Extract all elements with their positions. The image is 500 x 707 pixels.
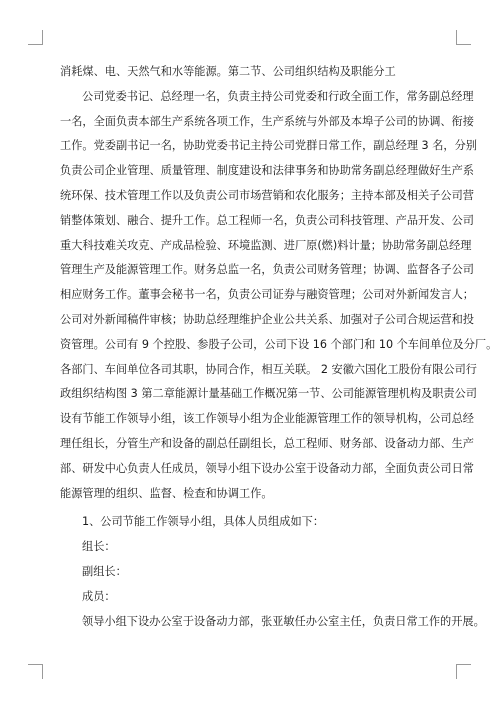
paragraph-line: 消耗煤、电、天然气和水等能源。第二节、公司组织结构及职能分工 (60, 65, 396, 78)
paragraph-line: 一名，全面负责本部生产系统各项工作，生产系统与外部及本埠子公司的协调、衔接 (60, 114, 474, 128)
paragraph-line: 销整体策划、融合、提升工作。总工程师一名，负责公司科技管理、产品开发、公司 (60, 213, 474, 227)
crop-mark-bottom-right (456, 664, 471, 679)
paragraph-line: 政组织结构图 3 第二章能源计量基础工作概况第一节、公司能源管理机构及职责公司 (60, 387, 477, 401)
paragraph-line: 各部门、车间单位各司其职，协同合作，相互关联。 2 安徽六国化工股份有限公司行 (60, 362, 477, 376)
paragraph-line: 重大科技难关攻克、产成品检验、环境监测、进厂原(燃)料计量；协助常务副总经理 (60, 238, 472, 252)
members-label: 成员： (82, 589, 116, 603)
paragraph-line: 统环保、技术管理工作以及负责公司市场营销和农化服务；主持本部及相关子公司营 (60, 188, 474, 202)
crop-mark-bottom-left (28, 664, 43, 679)
paragraph-line: 管理生产及能源管理工作。财务总监一名，负责公司财务管理；协调、监督各子公司 (60, 263, 474, 277)
office-note: 领导小组下设办公室于设备动力部，张亚敏任办公室主任，负责日常工作的开展。 (82, 614, 485, 628)
leader-label: 组长： (82, 540, 116, 554)
deputy-leader-label: 副组长： (82, 564, 127, 578)
crop-mark-top-left (28, 30, 43, 45)
paragraph-line: 资管理。公司有 9 个控股、参股子公司，公司下设 16 个部门和 10 个车间单位及分厂。 (60, 337, 498, 351)
paragraph-line: 能源管理的组织、监督、检查和协调工作。 (60, 486, 273, 500)
paragraph-line: 相应财务工作。董事会秘书一名，负责公司证券与融资管理；公司对外新闻发言人； (60, 288, 474, 302)
paragraph-line: 工作。党委副书记一名，协助党委书记主持公司党群日常工作，副总经理 3 名，分别 (60, 139, 477, 153)
paragraph-line: 部、研发中心负责人任成员，领导小组下设办公室于设备动力部，全面负责公司日常 (60, 461, 474, 475)
document-body (60, 60, 498, 634)
paragraph-line: 设有节能工作领导小组，该工作领导小组为企业能源管理工作的领导机构，公司总经 (60, 412, 474, 426)
paragraph-line: 公司对外新闻稿件审核；协助总经理维护企业公共关系、加强对子公司合规运营和投 (60, 312, 474, 326)
paragraph-line: 理任组长，分管生产和设备的副总任副组长，总工程师、财务部、设备动力部、生产 (60, 436, 474, 450)
paragraph-line: 公司党委书记、总经理一名，负责主持公司党委和行政全面工作，常务副总经理 (82, 89, 474, 103)
crop-mark-top-right (456, 30, 471, 45)
list-heading: 1、公司节能工作领导小组，具体人员组成如下： (82, 515, 325, 529)
paragraph-line: 负责公司企业管理、质量管理、制度建设和法律事务和协助常务副总经理做好生产系 (60, 164, 474, 178)
